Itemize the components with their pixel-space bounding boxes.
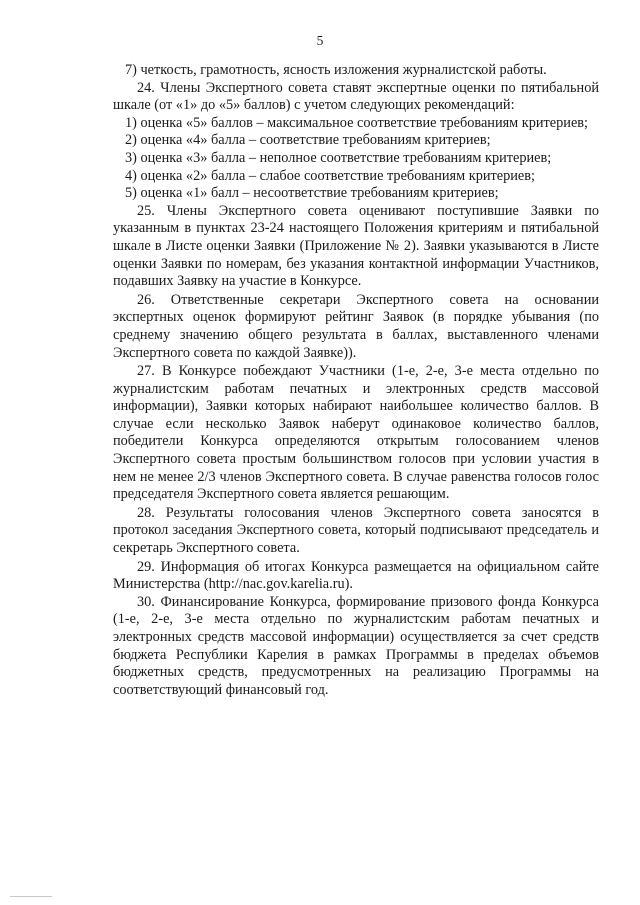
paragraph-24: 24. Члены Экспертного совета ставят экспертные оценки по пятибальной шкале (от «1» до «5» баллов) с учетом следующих рекомендаций: xyxy=(113,79,599,114)
paragraph-26: 26. Ответственные секретари Экспертного совета на основании экспертных оценок формируют рейтинг Заявок (в порядке убывания (по среднему значению общего результата в баллах, выставленного членами Экспертного совета по каждой Заявке)). xyxy=(113,291,599,361)
paragraph-25: 25. Члены Экспертного совета оценивают поступившие Заявки по указанным в пунктах 23-24 настоящего Положения критериям и пятибальной шкале в Листе оценки Заявки (Приложение № 2). Заявки указываются в Листе оценки Заявки по номерам, без указания контактной информации Участников, подавших Заявку на участие в Конкурсе. xyxy=(113,202,599,290)
paragraph-30: 30. Финансирование Конкурса, формирование призового фонда Конкурса (1-е, 2-е, 3-е места отдельно по журналистским работам печатных и электронных средств массовой информации) осуществляется за счет средств бюджета Республики Карелия в рамках Программы в пределах объемов бюджетных средств, предусмотренных на реализацию Программы на соответствующий финансовый год. xyxy=(113,593,599,698)
paragraph-score-1: 5) оценка «1» балл – несоответствие требованиям критериев; xyxy=(125,185,499,202)
paragraph-29: 29. Информация об итогах Конкурса размещается на официальном сайте Министерства (http://nac.gov.karelia.ru). xyxy=(113,558,599,593)
paragraph-score-3: 3) оценка «3» балла – неполное соответствие требованиям критериев; xyxy=(125,149,552,166)
page-number: 5 xyxy=(316,33,324,48)
paragraph-score-5: 1) оценка «5» баллов – максимальное соответствие требованиям критериев; xyxy=(125,114,589,131)
paragraph-28: 28. Результаты голосования членов Экспертного совета заносятся в протокол заседания Экспертного совета, который подписывают председатель и секретарь Экспертного совета. xyxy=(113,504,599,557)
page-edge-mark xyxy=(10,896,52,897)
paragraph-criterion-7: 7) четкость, грамотность, ясность изложения журналистской работы. xyxy=(125,62,547,78)
paragraph-score-2: 4) оценка «2» балла – слабое соответствие требованиям критериев; xyxy=(125,167,535,184)
paragraph-score-4: 2) оценка «4» балла – соответствие требованиям критериев; xyxy=(125,132,491,149)
document-body xyxy=(113,62,599,699)
paragraph-27: 27. В Конкурсе побеждают Участники (1-е, 2-е, 3-е места отдельно по журналистским работам печатных и электронных средств массовой информации), Заявки которых набирают наибольшее количество баллов. В случае если несколько Заявок наберут одинаковое количество баллов, победители Конкурса определяются открытым голосованием членов Экспертного совета простым большинством голосов при условии участия в нем не менее 2/3 членов Экспертного совета. В случае равенства голосов голос председателя Экспертного совета является решающим. xyxy=(113,363,599,503)
